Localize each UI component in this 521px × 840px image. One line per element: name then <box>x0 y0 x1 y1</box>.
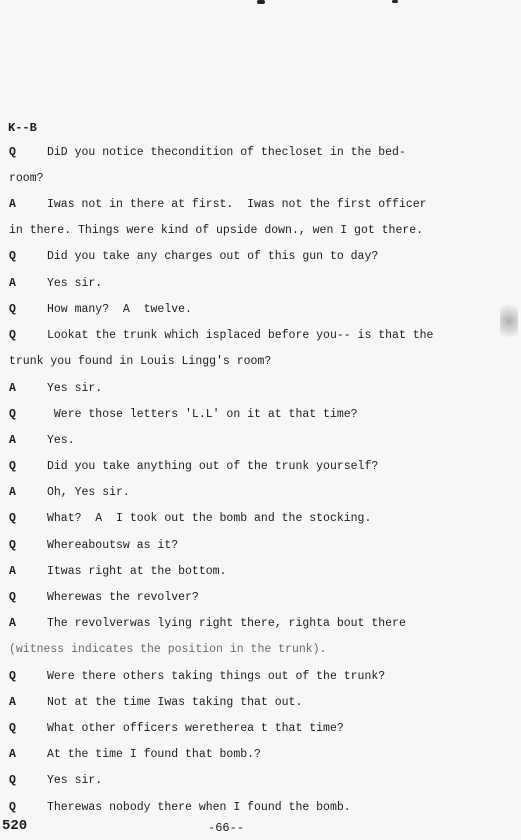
section-header: K--B <box>8 121 37 135</box>
speaker-label: Q <box>9 722 16 735</box>
transcript-line: What? A I took out the bomb and the stocking. <box>47 512 372 525</box>
speaker-label: A <box>9 748 16 761</box>
speaker-label: A <box>9 198 16 211</box>
speaker-label: Q <box>9 591 16 604</box>
margin-smudge <box>500 298 518 344</box>
transcript-line: Whereaboutsw as it? <box>47 539 179 552</box>
transcript-line: Yes sir. <box>47 774 103 787</box>
speaker-label: Q <box>9 512 16 525</box>
speaker-label: Q <box>9 801 16 814</box>
transcript-line: Itwas right at the bottom. <box>47 565 227 578</box>
transcript-line: How many? A twelve. <box>47 303 192 316</box>
speaker-label: Q <box>9 146 16 159</box>
speaker-label: A <box>9 617 16 630</box>
transcript-line: Yes sir. <box>47 382 103 395</box>
transcript-line: (witness indicates the position in the trunk). <box>9 643 327 656</box>
transcript-line: At the time I found that bomb.? <box>47 748 261 761</box>
transcript-line: DiD you notice thecondition of thecloset in the bed- <box>47 146 406 159</box>
transcript-line: Were those letters 'L.L' on it at that time? <box>47 408 358 421</box>
scan-speck <box>392 0 398 3</box>
transcript-line: Were there others taking things out of the trunk? <box>47 670 386 683</box>
speaker-label: Q <box>9 250 16 263</box>
transcript-line: Lookat the trunk which isplaced before you-- is that the <box>47 329 434 342</box>
speaker-label: Q <box>9 329 16 342</box>
page-number: -66-- <box>208 821 245 835</box>
transcript-line: room? <box>9 172 44 185</box>
transcript-line: Iwas not in there at first. Iwas not the first officer <box>47 198 427 211</box>
speaker-label: Q <box>9 460 16 473</box>
transcript-line: trunk you found in Louis Lingg's room? <box>9 355 272 368</box>
transcript-line: in there. Things were kind of upside down., wen I got there. <box>9 224 424 237</box>
transcript-line: Oh, Yes sir. <box>47 486 130 499</box>
transcript-line: Did you take anything out of the trunk yourself? <box>47 460 379 473</box>
speaker-label: A <box>9 277 16 290</box>
transcript-line: Therewas nobody there when I found the bomb. <box>47 801 351 814</box>
speaker-label: Q <box>9 408 16 421</box>
transcript-line: Not at the time Iwas taking that out. <box>47 696 303 709</box>
transcript-line: Yes sir. <box>47 277 103 290</box>
transcript-line: The revolverwas lying right there, righta bout there <box>47 617 406 630</box>
transcript-line: Did you take any charges out of this gun to day? <box>47 250 379 263</box>
speaker-label: A <box>9 434 16 447</box>
corner-number: 520 <box>2 818 28 834</box>
speaker-label: A <box>9 382 16 395</box>
speaker-label: A <box>9 696 16 709</box>
speaker-label: A <box>9 486 16 499</box>
speaker-label: Q <box>9 774 16 787</box>
transcript-line: Wherewas the revolver? <box>47 591 199 604</box>
speaker-label: Q <box>9 303 16 316</box>
scan-speck <box>257 0 265 4</box>
transcript-line: Yes. <box>47 434 75 447</box>
speaker-label: A <box>9 565 16 578</box>
speaker-label: Q <box>9 670 16 683</box>
speaker-label: Q <box>9 539 16 552</box>
transcript-line: What other officers weretherea t that time? <box>47 722 344 735</box>
